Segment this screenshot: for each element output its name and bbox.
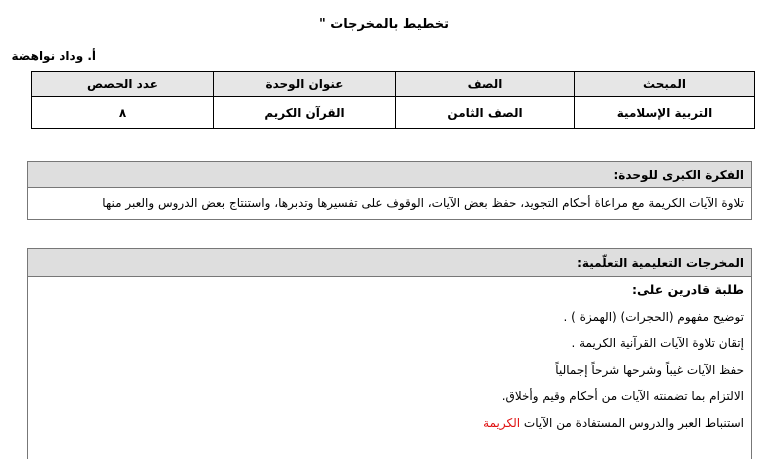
outcomes-lead: طلبة قادرين على:: [632, 282, 744, 297]
table-row: [32, 97, 755, 129]
header-subject: المبحث: [575, 72, 755, 97]
learning-outcomes-section: [27, 248, 752, 459]
big-idea-text: تلاوة الآيات الكريمة مع مراعاة أحكام التجويد، حفظ بعض الآيات، الوقوف على تفسيرها وتدبرها، واستنتاج بعض الدروس والعبر منها: [102, 196, 744, 210]
list-item: إتقان تلاوة الآيات القرآنية الكريمة .: [571, 336, 744, 350]
cell-subject: التربية الإسلامية: [575, 97, 755, 129]
list-item: توضيح مفهوم (الحجرات) (الهمزة ) .: [563, 309, 744, 324]
big-idea-section: [27, 161, 752, 220]
cell-grade: الصف الثامن: [396, 97, 575, 129]
header-unit-title: عنوان الوحدة: [214, 72, 396, 97]
header-sessions-count: عدد الحصص: [32, 72, 214, 97]
author-name: أ. وداد نواهضة: [11, 49, 96, 63]
cell-unit-title: القرآن الكريم: [214, 97, 396, 129]
big-idea-heading: الفكرة الكبرى للوحدة:: [28, 162, 751, 188]
list-item: حفظ الآيات غيباً وشرحها شرحاً إجمالياً: [555, 362, 744, 377]
list-item: [35, 410, 744, 437]
table-header-row: [32, 72, 755, 97]
list-item-text: استنباط العبر والدروس المستفادة من الآيات: [520, 415, 744, 430]
outcomes-heading: المخرجات التعليمية التعلّمية:: [28, 249, 751, 277]
highlighted-word: الكريمة: [483, 415, 521, 430]
document-title: تخطيط بالمخرجات ": [318, 17, 450, 32]
unit-info-table: [31, 71, 755, 129]
header-grade: الصف: [396, 72, 575, 97]
cell-sessions-count: ٨: [32, 97, 214, 129]
list-item: الالتزام بما تضمنته الآيات من أحكام وقيم وأخلاق.: [501, 389, 744, 403]
outcomes-list: [35, 277, 744, 436]
